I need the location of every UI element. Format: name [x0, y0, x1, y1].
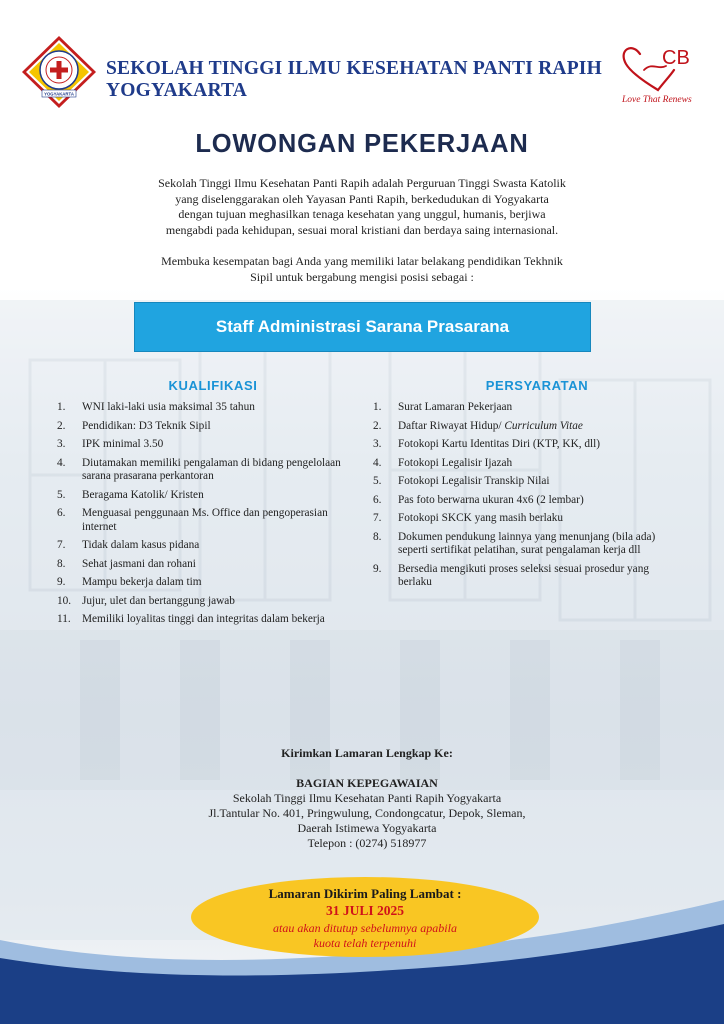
department-name: BAGIAN KEPEGAWAIAN	[296, 776, 438, 790]
application-address	[190, 746, 544, 851]
list-item	[373, 457, 673, 471]
requirements-heading: PERSYARATAN	[485, 378, 589, 393]
list-item	[57, 507, 357, 534]
intro-paragraph	[130, 176, 594, 238]
list-item	[57, 438, 357, 452]
item-text: Pas foto berwarna ukuran 4x6 (2 lembar)	[398, 493, 584, 506]
item-number: 1.	[57, 401, 66, 413]
item-number: 1.	[373, 401, 382, 413]
list-item	[373, 494, 673, 508]
list-item	[373, 512, 673, 526]
institution-name-line1: SEKOLAH TINGGI ILMU KESEHATAN PANTI RAPIH	[106, 58, 602, 79]
item-text: IPK minimal 3.50	[82, 438, 164, 450]
list-item	[57, 613, 357, 627]
item-number: 9.	[373, 562, 382, 575]
item-text: Fotokopi SKCK yang masih berlaku	[398, 512, 564, 524]
item-number: 4.	[373, 456, 382, 469]
qualifications-heading: KUALIFIKASI	[168, 378, 258, 393]
item-text: Sehat jasmani dan rohani	[82, 557, 196, 570]
cb-logo-letters: CB	[662, 47, 690, 69]
opening-line: Sipil untuk bergabung mengisi posisi sebagai :	[250, 269, 474, 284]
item-number: 8.	[57, 557, 66, 570]
page-title: LOWONGAN PEKERJAAN	[195, 130, 529, 158]
phone-number: Telepon : (0274) 518977	[307, 836, 427, 850]
deadline-note-line: kuota telah terpenuhi	[313, 936, 417, 950]
list-item	[373, 563, 673, 590]
intro-line: dengan tujuan meghasilkan tenaga kesehatan yang unggul, humanis, berjiwa	[178, 207, 546, 221]
address-line: Sekolah Tinggi Ilmu Kesehatan Panti Rapih Yogyakarta	[232, 791, 502, 805]
item-number: 3.	[57, 438, 66, 450]
item-text: Fotokopi Legalisir Ijazah	[398, 456, 513, 469]
list-item	[57, 576, 357, 590]
list-item	[373, 401, 673, 415]
item-text: Pendidikan: D3 Teknik Sipil	[82, 419, 211, 432]
opening-line: Membuka kesempatan bagi Anda yang memiliki latar belakang pendidikan Tekhnik	[161, 254, 563, 268]
item-text: Menguasai penggunaan Ms. Office dan pengoperasian internet	[82, 507, 328, 533]
item-number: 7.	[373, 512, 382, 524]
item-text: Fotokopi Kartu Identitas Diri (KTP, KK, dll)	[398, 438, 601, 450]
item-text: Memiliki loyalitas tinggi dan integritas dalam bekerja	[82, 613, 325, 625]
item-text-italic: Curriculum Vitae	[504, 419, 583, 432]
list-item	[373, 475, 673, 489]
list-item	[57, 401, 357, 415]
item-number: 6.	[373, 493, 382, 506]
address-line: Daerah Istimewa Yogyakarta	[297, 821, 437, 835]
list-item	[373, 420, 673, 434]
cb-tagline: Love That Renews	[622, 95, 692, 105]
deadline-date: 31 JULI 2025	[325, 903, 404, 918]
item-text: Mampu bekerja dalam tim	[82, 576, 202, 588]
item-text: Diutamakan memiliki pengalaman di bidang pengelolaan sarana prasarana perkantoran	[82, 456, 341, 482]
item-text: Fotokopi Legalisir Transkip Nilai	[398, 475, 550, 487]
intro-line: Sekolah Tinggi Ilmu Kesehatan Panti Rapih adalah Perguruan Tinggi Swasta Katolik	[158, 176, 566, 190]
item-number: 7.	[57, 539, 66, 551]
cb-logo	[618, 40, 708, 106]
item-number: 9.	[57, 576, 66, 588]
item-number: 2.	[57, 419, 66, 432]
item-number: 5.	[57, 488, 66, 501]
cb-heart-icon	[618, 40, 708, 96]
list-item	[57, 595, 357, 609]
item-text: Beragama Katolik/ Kristen	[82, 488, 204, 501]
item-number: 6.	[57, 507, 66, 519]
item-text: Tidak dalam kasus pidana	[82, 539, 200, 551]
intro-line: mengabdi pada kehidupan, sesuai moral kristiani dan berdaya saing internasional.	[165, 222, 559, 237]
list-item	[57, 420, 357, 434]
send-heading: Kirimkan Lamaran Lengkap Ke:	[281, 746, 453, 760]
institution-logo	[20, 34, 98, 110]
item-number: 2.	[373, 419, 382, 432]
institution-name-line2: YOGYAKARTA	[106, 80, 248, 101]
item-number: 4.	[57, 456, 66, 469]
institution-name	[106, 58, 602, 102]
list-item	[57, 457, 357, 484]
item-text	[398, 420, 583, 432]
opening-paragraph	[130, 254, 594, 285]
address-line: Jl.Tantular No. 401, Pringwulung, Condongcatur, Depok, Sleman,	[208, 806, 526, 820]
item-number: 11.	[57, 613, 71, 625]
list-item	[373, 438, 673, 452]
item-number: 5.	[373, 475, 382, 487]
deadline-label: Lamaran Dikirim Paling Lambat :	[268, 886, 462, 901]
item-number: 3.	[373, 438, 382, 450]
requirements-list	[373, 401, 673, 595]
list-item	[57, 558, 357, 572]
list-item	[57, 489, 357, 503]
item-number: 10.	[57, 594, 72, 607]
item-text: WNI laki-laki usia maksimal 35 tahun	[82, 401, 255, 413]
item-text: Dokumen pendukung lainnya yang menunjang (bila ada) seperti sertifikat pelatihan, surat pengalaman kerja dll	[398, 530, 656, 556]
deadline-note	[190, 921, 540, 951]
header	[0, 0, 724, 120]
item-text: Bersedia mengikuti proses seleksi sesuai prosedur yang berlaku	[398, 562, 649, 588]
deadline-note-line: atau akan ditutup sebelumnya apabila	[273, 921, 457, 935]
item-number: 8.	[373, 530, 382, 543]
position-banner	[134, 302, 591, 352]
list-item	[373, 531, 673, 558]
item-text-plain: Daftar Riwayat Hidup/	[398, 419, 505, 432]
item-text: Surat Lamaran Pekerjaan	[398, 401, 513, 413]
item-text: Jujur, ulet dan bertanggung jawab	[82, 594, 235, 607]
position-title: Staff Administrasi Sarana Prasarana	[215, 317, 510, 336]
qualifications-list	[57, 401, 357, 632]
institution-logo-label: YOGYAKARTA	[44, 91, 74, 97]
intro-line: yang diselenggarakan oleh Yayasan Panti Rapih, berkedudukan di Yogyakarta	[175, 191, 549, 206]
list-item	[57, 539, 357, 553]
deadline-badge	[190, 876, 540, 958]
